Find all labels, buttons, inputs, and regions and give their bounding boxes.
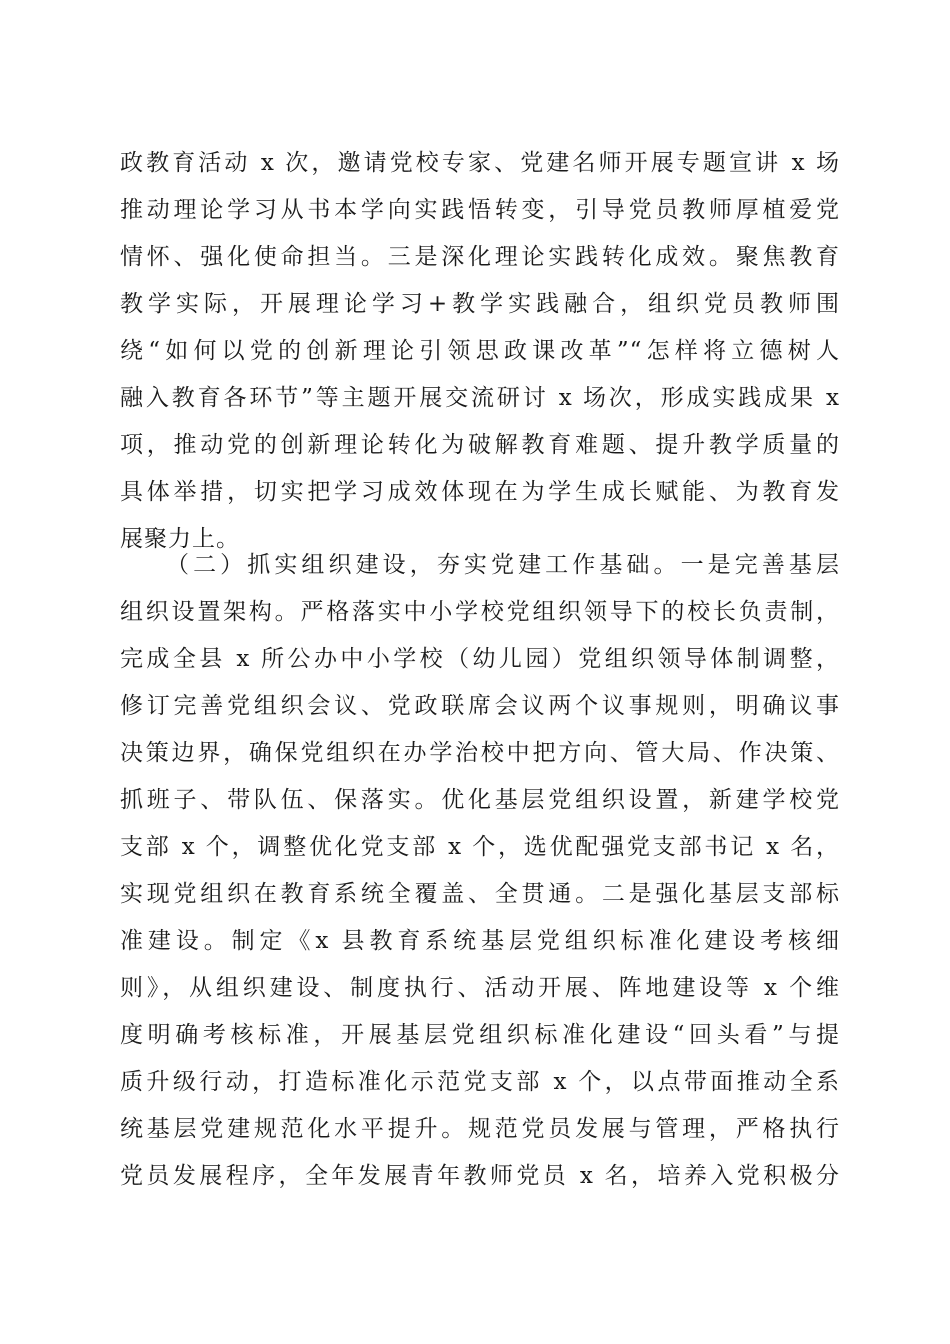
text-line: 则》，从组织建设、制度执行、活动开展、阵地建设等 x 个维	[120, 975, 840, 1001]
text-line: 绕“如何以党的创新理论引领思政课改革”“怎样将立德树人	[120, 338, 840, 364]
text-line: 统基层党建规范化水平提升。规范党员发展与管理，严格执行	[120, 1116, 840, 1142]
text-line: 抓班子、带队伍、保落实。优化基层党组织设置，新建学校党	[120, 787, 840, 813]
text-line: 实现党组织在教育系统全覆盖、全贯通。二是强化基层支部标	[120, 881, 840, 907]
text-line: 支部 x 个，调整优化党支部 x 个，选优配强党支部书记 x 名，	[120, 834, 840, 860]
text-line: 准建设。制定《x 县教育系统基层党组织标准化建设考核细	[120, 928, 840, 954]
text-line: 具体举措，切实把学习成效体现在为学生成长赋能、为教育发	[120, 479, 840, 505]
paragraph-theory-study	[120, 140, 840, 563]
text-line: 党员发展程序，全年发展青年教师党员 x 名，培养入党积极分	[120, 1163, 840, 1189]
text-line: 质升级行动，打造标准化示范党支部 x 个，以点带面推动全系	[120, 1069, 840, 1095]
text-line: 项，推动党的创新理论转化为破解教育难题、提升教学质量的	[120, 432, 840, 458]
text-line: 修订完善党组织会议、党政联席会议两个议事规则，明确议事	[120, 693, 840, 719]
paragraph-organization-building	[120, 542, 840, 1200]
text-line: 度明确考核标准，开展基层党组织标准化建设“回头看”与提	[120, 1022, 840, 1048]
text-line: 情怀、强化使命担当。三是深化理论实践转化成效。聚焦教育	[120, 244, 840, 270]
text-line: 政教育活动 x 次，邀请党校专家、党建名师开展专题宣讲 x 场	[120, 150, 840, 176]
text-line: 完成全县 x 所公办中小学校（幼儿园）党组织领导体制调整，	[120, 646, 840, 672]
text-line: 推动理论学习从书本学向实践悟转变，引导党员教师厚植爱党	[120, 197, 840, 223]
text-line: 展聚力上。	[120, 526, 240, 552]
section-heading-line: （二）抓实组织建设，夯实党建工作基础。一是完善基层	[166, 552, 840, 578]
text-line: 决策边界，确保党组织在办学治校中把方向、管大局、作决策、	[120, 740, 840, 766]
text-line: 教学实际，开展理论学习+教学实践融合，组织党员教师围	[120, 291, 840, 317]
text-line: 融入教育各环节”等主题开展交流研讨 x 场次，形成实践成果 x	[120, 385, 840, 411]
text-line: 组织设置架构。严格落实中小学校党组织领导下的校长负责制，	[120, 599, 840, 625]
